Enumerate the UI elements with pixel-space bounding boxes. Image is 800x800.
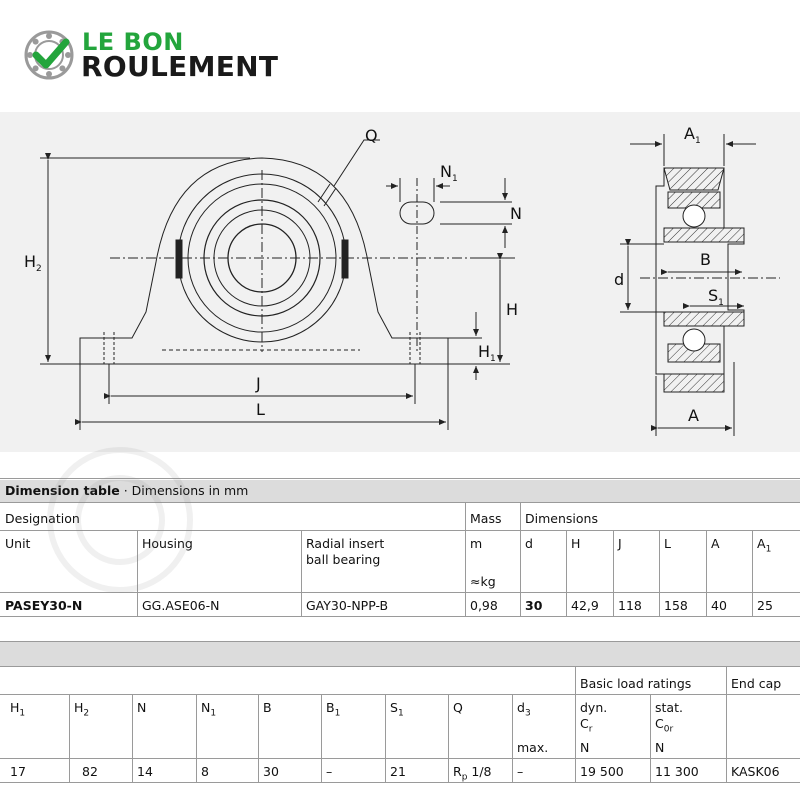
header-N: N [137, 700, 147, 715]
label-N: N [510, 204, 522, 223]
cell-Q: $R_p$ 1/8 [453, 764, 492, 783]
header-A1: $A_1$ [757, 536, 772, 555]
header-C0r: $C_{0r}$ [655, 716, 674, 735]
col-rule [196, 694, 197, 782]
header-designation: Designation [5, 511, 80, 526]
header-unit-N-stat: N [655, 740, 665, 755]
header-Q: Q [453, 700, 463, 715]
cell-J: 118 [618, 598, 642, 613]
header-housing: Housing [142, 536, 193, 551]
header-d: d [525, 536, 533, 551]
cell-B1: – [326, 764, 333, 779]
cell-A: 40 [711, 598, 727, 613]
header-m: m [470, 536, 483, 551]
col-rule [613, 530, 614, 616]
header-B: B [263, 700, 272, 715]
header-N1: $N_1$ [201, 700, 217, 719]
cell-H2: 82 [82, 764, 98, 779]
col-rule [301, 530, 302, 616]
cell-C0r: 11 300 [655, 764, 699, 779]
header-H: H [571, 536, 581, 551]
header-H1: $H_1$ [10, 700, 26, 719]
label-B: B [700, 250, 711, 269]
col-rule [385, 694, 386, 782]
label-H1: $H_1$ [478, 342, 496, 365]
label-N1: $N_1$ [440, 162, 458, 185]
header-kg: ≈kg [470, 574, 496, 589]
cell-endcap: KASK06 [731, 764, 780, 779]
header-stat: stat. [655, 700, 683, 715]
cell-N1: 8 [201, 764, 209, 779]
label-d: d [614, 270, 625, 289]
col-rule [752, 530, 753, 616]
rule [0, 782, 800, 783]
rule [575, 694, 726, 695]
header-end-cap: End cap [731, 676, 782, 691]
rule [0, 592, 800, 593]
header-insert-line2: ball bearing [306, 552, 381, 567]
col-rule [465, 502, 466, 616]
header-B1: $B_1$ [326, 700, 341, 719]
cell-housing: GG.ASE06-N [142, 598, 220, 613]
header-Cr: $C_r$ [580, 716, 593, 735]
col-rule [659, 530, 660, 616]
label-H: H [506, 300, 519, 319]
header-A: A [711, 536, 720, 551]
header-dimensions: Dimensions [525, 511, 598, 526]
header-insert-line1: Radial insert [306, 536, 385, 551]
cell-Cr: 19 500 [580, 764, 624, 779]
header-J: J [618, 536, 622, 551]
logo-text-line2: ROULEMENT [81, 50, 279, 83]
col-rule [575, 666, 576, 782]
col-rule [520, 502, 521, 616]
header-d3: $d_3$ [517, 700, 531, 719]
header-L: L [664, 536, 671, 551]
header-S1: $S_1$ [390, 700, 404, 719]
cell-H1: 17 [10, 764, 26, 779]
col-rule [69, 694, 70, 782]
cell-unit: PASEY30-N [5, 598, 83, 613]
header-basic-load-ratings: Basic load ratings [580, 676, 692, 691]
cell-d: 30 [525, 598, 543, 613]
cell-H: 42,9 [571, 598, 599, 613]
col-rule [726, 666, 727, 782]
col-rule [137, 530, 138, 616]
label-J: J [256, 374, 261, 393]
table-title: Dimension table · Dimensions in mm [5, 483, 249, 498]
cell-B: 30 [263, 764, 279, 779]
label-S1: $S_1$ [708, 286, 724, 309]
table-top-rule [0, 478, 800, 479]
rule [0, 530, 800, 531]
cell-insert: GAY30-NPP-B [306, 598, 389, 613]
col-rule [512, 694, 513, 782]
header-H2: $H_2$ [74, 700, 90, 719]
label-A: A [688, 406, 699, 425]
cell-d3: – [517, 764, 524, 779]
col-rule [321, 694, 322, 782]
cell-A1: 25 [757, 598, 773, 613]
rule [0, 758, 800, 759]
cell-mass: 0,98 [470, 598, 498, 613]
col-rule [566, 530, 567, 616]
col-rule [448, 694, 449, 782]
rule [0, 616, 800, 617]
col-rule [258, 694, 259, 782]
col-rule [650, 694, 651, 782]
header-unit-N-dyn: N [580, 740, 590, 755]
cell-L: 158 [664, 598, 688, 613]
rule [0, 641, 800, 642]
technical-drawing [0, 112, 800, 452]
logo-text-line1: LE BON [82, 28, 184, 56]
label-L: L [256, 400, 265, 419]
header-unit: Unit [5, 536, 31, 551]
label-H2: $H_2$ [24, 252, 42, 275]
housing-outline [80, 158, 448, 364]
header-mass: Mass [470, 511, 502, 526]
header [0, 0, 800, 112]
header-dyn: dyn. [580, 700, 608, 715]
col-rule [706, 530, 707, 616]
header-max: max. [517, 740, 549, 755]
table-title-bar [0, 480, 800, 502]
cell-S1: 21 [390, 764, 406, 779]
label-Q: Q [365, 126, 378, 145]
col-rule [132, 694, 133, 782]
rule [0, 666, 800, 667]
rule [0, 502, 800, 503]
label-A1: $A_1$ [684, 124, 701, 147]
drawing-svg [0, 112, 800, 452]
cell-N: 14 [137, 764, 153, 779]
table2-gray-bar [0, 642, 800, 666]
bearing-check-logo-icon [24, 30, 74, 80]
